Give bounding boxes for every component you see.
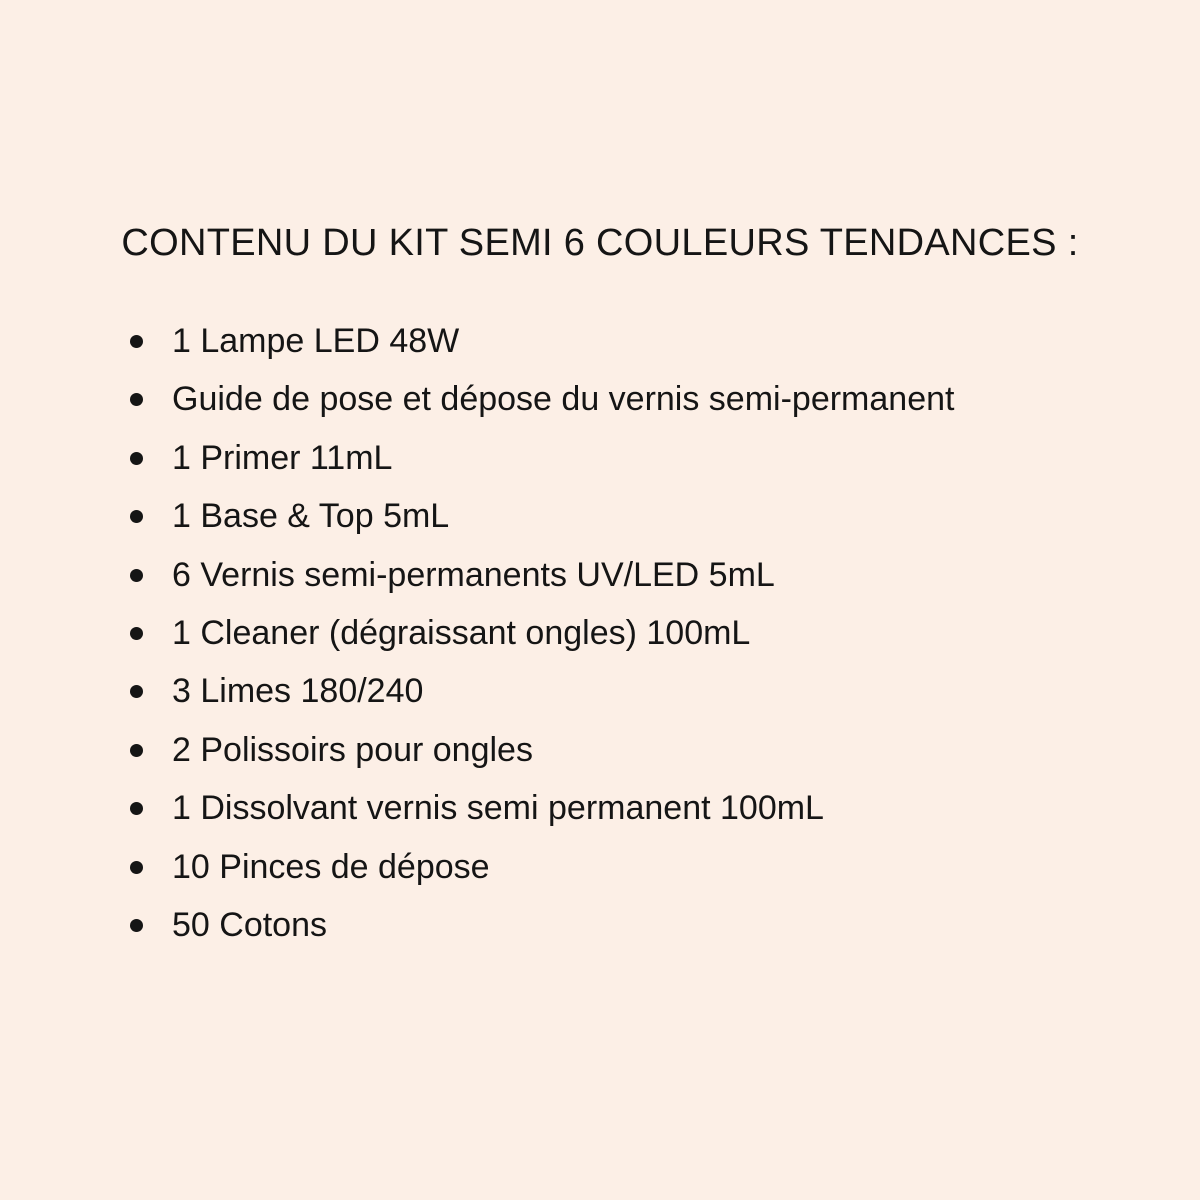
bullet-icon xyxy=(130,569,143,582)
list-item-label: 1 Lampe LED 48W xyxy=(172,322,460,360)
bullet-icon xyxy=(130,335,143,348)
list-item-label: 3 Limes 180/240 xyxy=(172,672,424,711)
bullet-icon xyxy=(130,744,143,757)
list-item-label: 1 Primer 11mL xyxy=(172,438,393,477)
list-item-label: 50 Cotons xyxy=(172,905,327,944)
bullet-icon xyxy=(130,452,143,465)
bullet-icon xyxy=(130,510,143,523)
kit-contents-title: CONTENU DU KIT SEMI 6 COULEURS TENDANCES : xyxy=(121,222,1079,265)
bullet-icon xyxy=(130,685,143,698)
list-item-label: Guide de pose et dépose du vernis semi-permanent xyxy=(172,380,955,419)
list-item-label: 6 Vernis semi-permanents UV/LED 5mL xyxy=(172,555,775,594)
list-item-label: 1 Base & Top 5mL xyxy=(172,497,450,536)
list-item-label: 10 Pinces de dépose xyxy=(172,847,490,886)
list-item-label: 1 Cleaner (dégraissant ongles) 100mL xyxy=(172,613,751,652)
bullet-icon xyxy=(130,861,143,874)
bullet-icon xyxy=(130,627,143,640)
list-item-label: 2 Polissoirs pour ongles xyxy=(172,730,533,769)
bullet-icon xyxy=(130,802,143,815)
list-item-label: 1 Dissolvant vernis semi permanent 100mL xyxy=(172,789,824,828)
bullet-icon xyxy=(130,393,143,406)
bullet-icon xyxy=(130,919,143,932)
